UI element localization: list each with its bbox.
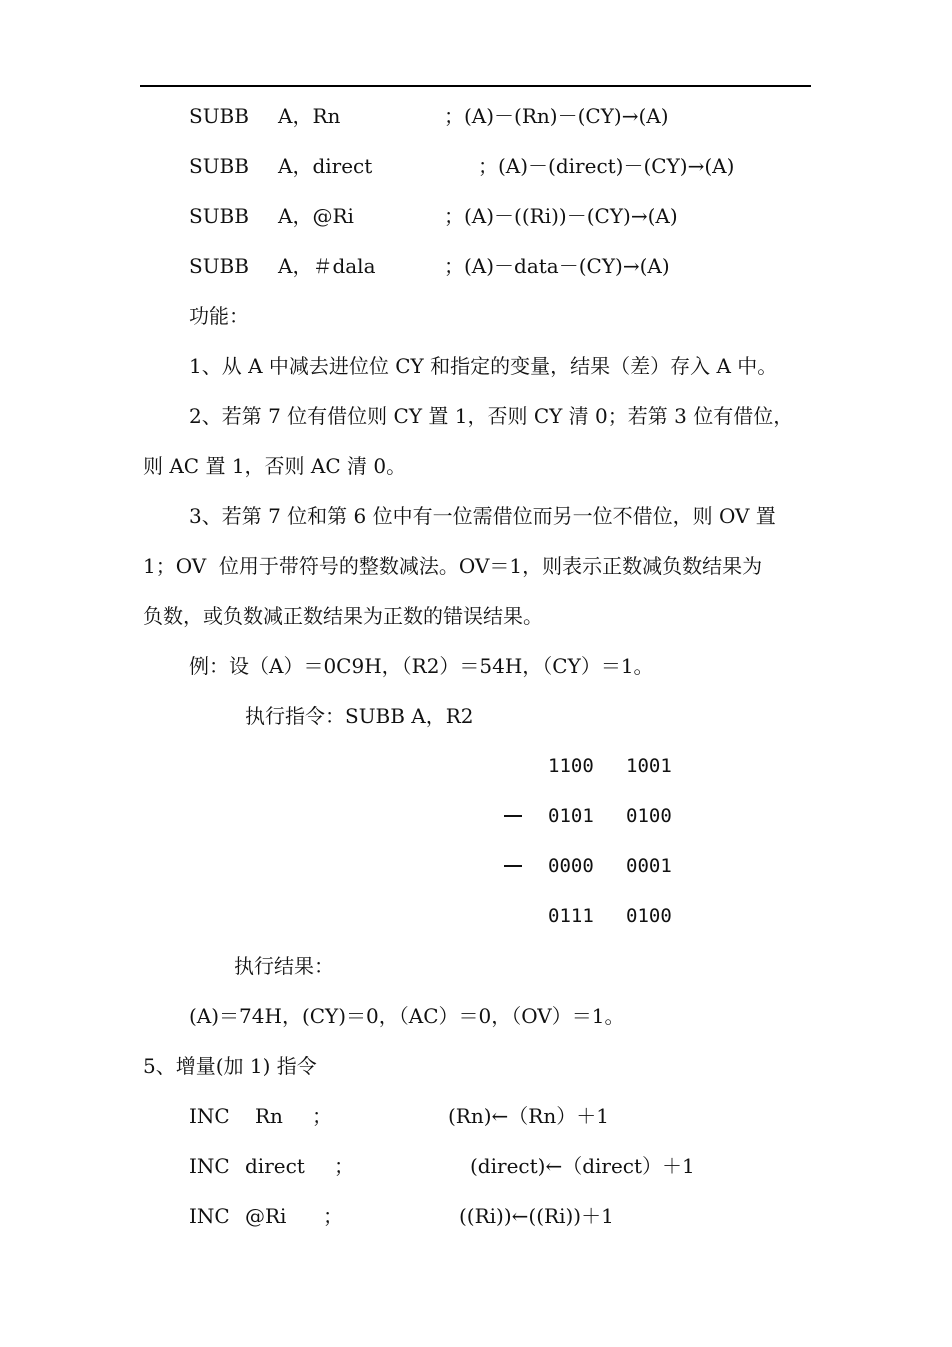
binary-high-nibble: 0101 bbox=[548, 805, 594, 827]
result-line: (A)＝74H，(CY)＝0，（AC）＝0，（OV）＝1。 bbox=[189, 1004, 625, 1028]
subb-operands: A，direct bbox=[278, 154, 373, 178]
binary-high-nibble: 1100 bbox=[548, 755, 594, 777]
inc-separator: ； bbox=[334, 1154, 354, 1178]
function-point: 2、若第 7 位有借位则 CY 置 1，否则 CY 清 0；若第 3 位有借位， bbox=[189, 404, 794, 428]
binary-low-nibble: 1001 bbox=[626, 755, 672, 777]
subb-mnemonic: SUBB bbox=[189, 154, 249, 178]
subb-mnemonic: SUBB bbox=[189, 104, 249, 128]
subb-comment: ；(A)－(Rn)－(CY)→(A) bbox=[444, 104, 669, 128]
subb-operands: A，Rn bbox=[278, 104, 341, 128]
inc-separator: ； bbox=[323, 1204, 343, 1228]
subb-operands: A，@Ri bbox=[278, 204, 354, 228]
function-heading: 功能： bbox=[189, 304, 249, 328]
inc-operand: Rn bbox=[255, 1104, 283, 1128]
subb-operands: A，＃dala bbox=[278, 254, 376, 278]
binary-low-nibble: 0100 bbox=[626, 905, 672, 927]
subb-comment: ；(A)－data－(CY)→(A) bbox=[444, 254, 670, 278]
function-point: 负数，或负数减正数结果为正数的错误结果。 bbox=[143, 604, 543, 628]
subb-mnemonic: SUBB bbox=[189, 204, 249, 228]
minus-sign bbox=[504, 815, 522, 817]
binary-high-nibble: 0111 bbox=[548, 905, 594, 927]
binary-low-nibble: 0001 bbox=[626, 855, 672, 877]
function-point: 1、从 A 中减去进位位 CY 和指定的变量，结果（差）存入 A 中。 bbox=[189, 354, 778, 378]
inc-separator: ； bbox=[312, 1104, 332, 1128]
subb-comment: ；(A)－(direct)－(CY)→(A) bbox=[478, 154, 735, 178]
inc-mnemonic: INC bbox=[189, 1104, 230, 1128]
inc-comment: ((Ri))←((Ri))＋1 bbox=[459, 1204, 614, 1228]
subb-comment: ；(A)－((Ri))－(CY)→(A) bbox=[444, 204, 678, 228]
section-heading: 5、增量(加 1) 指令 bbox=[143, 1054, 317, 1078]
binary-low-nibble: 0100 bbox=[626, 805, 672, 827]
execute-instruction: 执行指令：SUBB A，R2 bbox=[245, 704, 474, 728]
inc-comment: (Rn)←（Rn）＋1 bbox=[448, 1104, 609, 1128]
inc-operand: @Ri bbox=[245, 1204, 287, 1228]
inc-mnemonic: INC bbox=[189, 1154, 230, 1178]
inc-operand: direct bbox=[245, 1154, 305, 1178]
function-point: 3、若第 7 位和第 6 位中有一位需借位而另一位不借位，则 OV 置 bbox=[189, 504, 776, 528]
inc-mnemonic: INC bbox=[189, 1204, 230, 1228]
binary-high-nibble: 0000 bbox=[548, 855, 594, 877]
header-rule bbox=[140, 85, 811, 87]
subb-mnemonic: SUBB bbox=[189, 254, 249, 278]
minus-sign bbox=[504, 865, 522, 867]
function-point: 则 AC 置 1，否则 AC 清 0。 bbox=[143, 454, 407, 478]
function-point: 1；OV 位用于带符号的整数减法。OV＝1，则表示正数减负数结果为 bbox=[143, 554, 763, 578]
inc-comment: (direct)←（direct）＋1 bbox=[470, 1154, 695, 1178]
result-heading: 执行结果： bbox=[234, 954, 334, 978]
example-line: 例：设（A）＝0C9H，（R2）＝54H，（CY）＝1。 bbox=[189, 654, 654, 678]
